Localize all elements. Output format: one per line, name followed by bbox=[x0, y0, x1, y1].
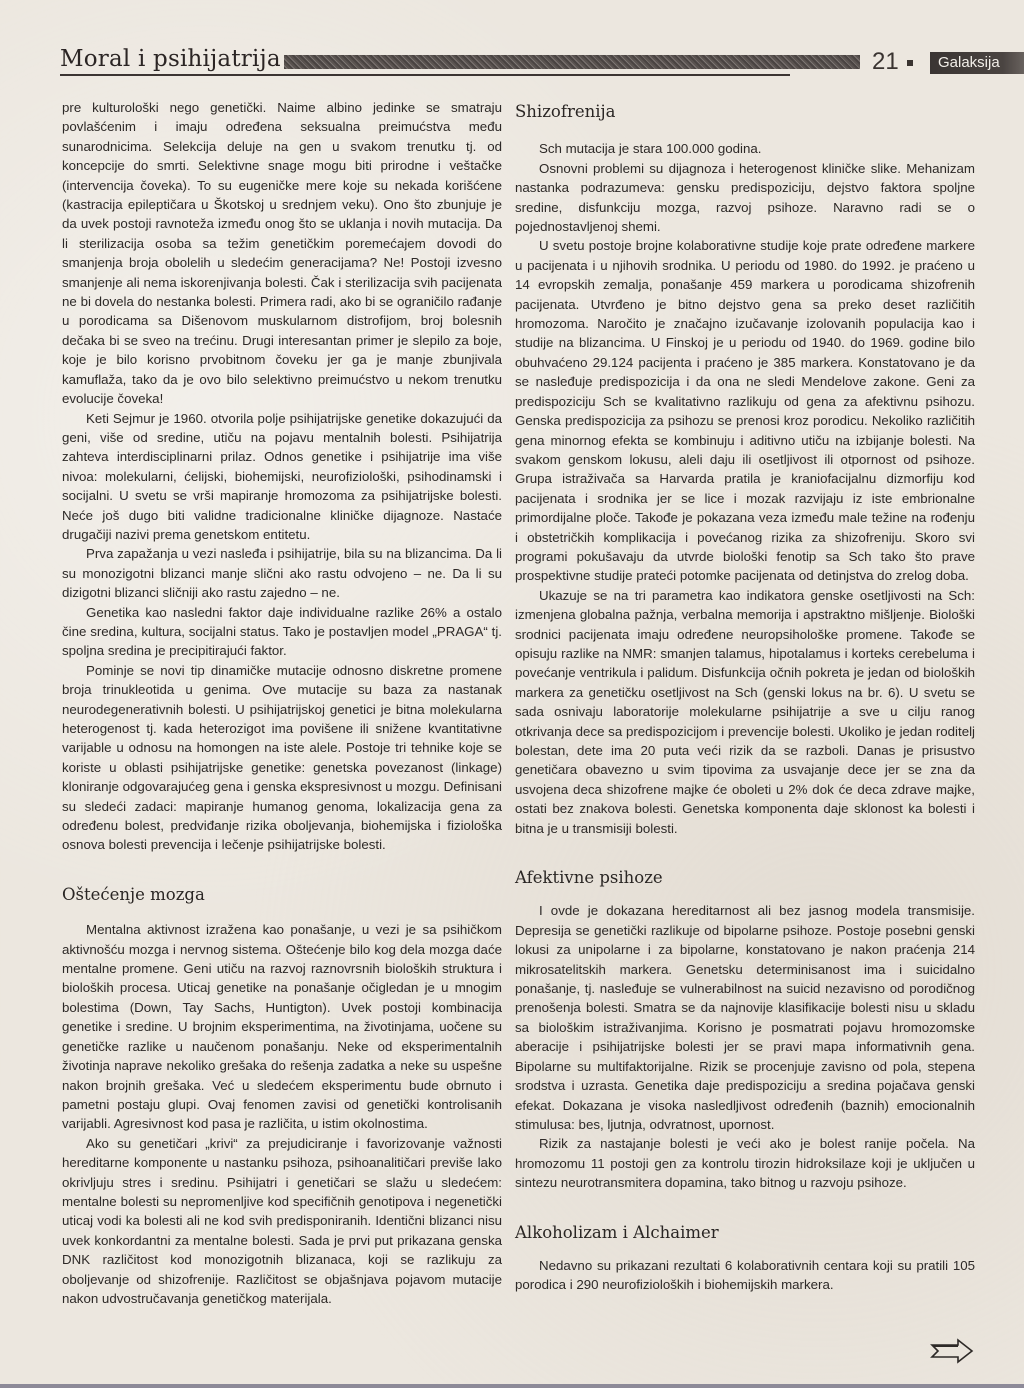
paragraph: Sch mutacija je stara 100.000 godina. bbox=[539, 141, 762, 157]
section-heading: Shizofrenija bbox=[515, 102, 616, 121]
page-title: Moral i psihijatrija bbox=[60, 46, 281, 72]
paragraph: Osnovni problemi su dijagnoza i heterogenost kliničke slike. Mehanizam nastanka podrazumeva: gensku predispoziciju, dejstvo faktora spoljne sredine, disfunkciju mozga, razvoj psihoze. Naravno radi se o pojednostavljenoj shemi. bbox=[515, 160, 975, 235]
paragraph: Rizik za nastajanje bolesti je veći ako je bolest ranije počela. Na hromozomu 11 postoji gen za kontrolu tirozin hidroksilaze koji je uključen u sintezu neurotransmitera dopamina, tako bitnog u razvoju psihoze. bbox=[515, 1136, 975, 1191]
section-heading: Afektivne psihoze bbox=[515, 868, 663, 888]
paragraph: Ukazuje se na tri parametra kao indikatora genske osetljivosti na Sch: izmenjena globalna pažnja, verbalna memorija i apstraktno mišljenje. Biološki srodnici pacijenata imaju određene neuropsihološke promene. Takođe se opisuju razlike na NMR: smanjen talamus, hipotalamus i korteks cerebeluma i povećanje ventrikula i palidum. Disfunkcija očnih pokreta je jedan od bioloških markera za genetičku osetljivost na Sch (genski lokus na br. 6). U svetu se sada osnivaju laboratorije molekularne psihijatrije a sve u cilju ranog otkrivanja dece sa predispozicijom i prevencije bolesti. Ukoliko je jedan roditelj bolestan, dete ima 20 puta veći rizik da se razboli. Danas je prisustvo genetičara obavezno u svim tipovima za usvajanje dece jer se zna da usvojena deca shizofrene majke će oboleti u 2% dok će deca zdrave majke, ostati bez znakova bolesti. Genetska komponenta daje sklonost ka bolesti i bitna je u transmisiji bolesti. bbox=[515, 587, 975, 836]
section-heading: Oštećenje mozga bbox=[62, 884, 205, 904]
magazine-name-badge: Galaksija bbox=[930, 52, 1024, 74]
paragraph: Ako su genetičari „krivi“ za prejudiciranje i favorizovanje važnosti hereditarne komponente u nastanku psihoza, psihoanalitičari previše lako okrivljuju stres i sredinu. Psihijatri i genetičari se slažu u sledećem: mentalne bolesti su nepromenljive kod specifičnih genotipova i negenetički uticaj vodi ka bolesti ali ne kod svih predisponiranih. Identični blizanci nisu uvek konkordantni za mentalne bolesti. Sada je prvi put prikazana genska DNK različitost kod monozigotnih blizanaca, koji se razlikuju za oboljevanje od shizofrenije. Različitost se objašnjava pojavom mutacije nakon udvostručavanja genetičkog materijala. bbox=[62, 1135, 502, 1306]
bullet-separator-icon bbox=[907, 60, 913, 66]
title-underline bbox=[60, 74, 790, 76]
paragraph: Nedavno su prikazani rezultati 6 kolaborativnih centara koji su pratili 105 porodica i 290 neurofizioloških i biohemijskih markera. bbox=[515, 1257, 975, 1293]
arrow-right-icon bbox=[930, 1338, 974, 1364]
paragraph: Mentalna aktivnost izražena kao ponašanje, u vezi je sa psihičkom aktivnošću mozga i nervnog sistema. Oštećenje bilo kog dela mozga daće mentalne promene. Geni utiču na razvoj raznovrsnih bioloških struktura i bioloških procesa. Uticaj genetike na ponašanje očigledan je u mnogim bolestima (Down, Tay Sachs, Huntigton). Uvek postoji kombinacija genetike i sredine. U brojnim eksperimentima, na životinjama, uočene su genetičke razlike u naučenom ponašanju. Neke od eksperimentalnih životinja naprave nekoliko grešaka do rešenja zadatka a neke su uspešne nakon brojnih grešaka. Već u sledećem eksperimentu bude obrnuto i pametni postaju glupi. Ovaj fenomen zavisi od genetički kontrolisanih varijabli. Agresivnost kod pasa je različita, u istim okolnostima. bbox=[62, 922, 502, 1132]
paragraph: I ovde je dokazana hereditarnost ali bez jasnog modela transmisije. Depresija se genetički razlikuje od bipolarne psihoze. Postoje posebni genski lokusi za unipolarne i za bipolarne, konstatovano je nakon praćenja 214 mikrosatelitskih markera. Genetsku determinisanost ima i suicidalno ponašanje, tj. nasleđuje se vulnerabilnost na suicid nezavisno od porodičnog prenošenja bolesti. Smatra se da najnovije klasifikacije bolesti nisu u skladu sa biološkim istraživanjima. Korisno je posmatrati pojavu hromozomske aberacije i psihijatrijske bolesti jer se pravi mapa informativnih gena. Bipolarne su multifaktorijalne. Rizik se procenjuje zavisno od pola, stepena srodstva i uzrasta. Genetika daje predispoziciju a sredina pojačava genski efekat. Dokazana je visoka nasledljivost određenih (baznih) emocionalnih stimulusa: bes, ljutnja, odvratnost, upornost. bbox=[515, 903, 975, 1132]
right-column bbox=[515, 100, 975, 1295]
paragraph: U svetu postoje brojne kolaborativne studije koje prate određene markere u pacijenata i u njihovih srodnika. U periodu od 1980. do 1992. je praćeno u 14 evropskih zemalja, ponašanje 459 markera u porodicama shizofrenih pacijenata. Utvrđeno je bitno dejstvo gena sa preko deset različitih hromozoma. Naročito je značajno izučavanje izolovanih populacija kao i studije na blizancima. U Finskoj je u periodu od 1940. do 1969. godine bilo obuhvaćeno 29.124 pacijenta i praćeno je 385 markera. Konstatovano je da se nasleđuje predispozicija i da ona ne sledi Mendelove zakone. Geni za predispoziciju Sch se kvalitativno razlikuju od gena za afektivnu psihozu. Genska predispozicija za psihozu se prenosi kroz porodicu. Nekoliko različitih gena minornog efekta se kombinuju i aditivno utiču na izbijanje bolesti. Na svakom genskom lokusu, aleli daju ili osetljivost ili otpornost od psihoze. Grupa istraživača sa Harvarda pratila je kraniofacijalnu dizmorfiju kod pacijenata i srodnika jer se lice i mozak razvijaju iz iste embrionalne primordijalne ploče. Takođe je pokazana veza između male težine na rođenju i obstetričkih komplikacija i povećanog rizika za shizofreniju. Skoro svi programi pokušavaju da utvrde biološki fenotip sa Sch tako što prave prospektivne studije prateći potomke pacijenata od detinjstva do zrelog doba. bbox=[515, 238, 975, 584]
page-bottom-edge bbox=[0, 1384, 1024, 1388]
left-column bbox=[62, 98, 502, 1308]
decorative-header-bar bbox=[284, 55, 860, 69]
page-header bbox=[60, 46, 1000, 82]
section-heading: Alkoholizam i Alchaimer bbox=[515, 1222, 719, 1242]
paragraph: Prva zapažanja u vezi nasleđa i psihijatrije, bila su na blizancima. Da li su monozigotni blizanci manje slični ako rastu odvojeno – ne. Da li su dizigotni blizanci sličniji ako rastu zajedno – ne. bbox=[62, 546, 502, 601]
paragraph: Pominje se novi tip dinamičke mutacije odnosno diskretne promene broja trinukleotida u genima. Ove mutacije su baza za nastanak neurodegenerativnih bolesti. U psihijatrijskoj genetici je bitna molekularna heterogenost tj. kada heterozigot ima povišene ili snižene kvantitativne varijable u odnosu na homongen na iste alele. Postoje tri tehnike koje se koriste u oblasti psihijatrijske genetike: genetska povezanost (linkage) kloniranje odgovarajućeg gena i genska ekspresivnost u mozgu. Definisani su sledeći zadaci: mapiranje humanog genoma, lokalizacija gena za određenu bolest, predviđanje rizika oboljevanja, biohemijska i fiziološka osnova bolesti prevencija i lečenje psihijatrijske bolesti. bbox=[62, 662, 502, 853]
paragraph: Keti Sejmur je 1960. otvorila polje psihijatrijske genetike dokazujući da geni, više od sredine, utiču na pojavu mentalnih bolesti. Psihijatrija zahteva interdisciplinarni prilaz. Odnos genetike i psihijatrije ima više nivoa: molekularni, ćelijski, biohemijski, neurofiziološki, psihodinamski i socijalni. U svetu se vrši mapiranje hromozoma za psihijatrijske bolesti. Neće još dugo biti validne tradicionalne kliničke dijagnoze. Nastaće drugačiji nazivi prema genetskom entitetu. bbox=[62, 410, 502, 542]
page-number: 21 bbox=[872, 48, 899, 75]
paragraph: pre kulturološki nego genetički. Naime albino jedinke se smatraju povlašćenim i imaju određena seksualna preimućstva među sunarodnicima. Selekcija deluje na gen u svakom trenutku tj. od koncepcije do smrti. Selektivne snage mogu biti prirodne i veštačke (intervencija čoveka). To su eugeničke mere koje su nekada korišćene (kastracija epileptičara u Škotskoj u srednjem veku). Ono što zbunjuje je da uvek postoji ravnoteža između onog što se uklanja i novih mutacija. Da li sterilizacija osoba sa težim genetičkim poremećajem dovodi do smanjenja broja obolelih u sledećim generacijama? Ne! Postoji izvesno smanjenje ali nema iskorenjivanja bolesti. Čak i sterilizacija svih pacijenata ne bi dovela do nestanka bolesti. Primera radi, ako bi se ograničilo rađanje u porodicama sa Dišenovom muskularnom distrofijom, broj bolesnih dečaka bi se sveo na trećinu. Drugi interesantan primer je slepilo za boje, koje je bilo korisno prvobitnom čoveku jer ga je manje zbunjivala kamuflaža, tako da je ovo bilo selektivno preimućstvo u nekom trenutku evolucije čoveka! bbox=[62, 100, 502, 407]
paragraph: Genetika kao nasledni faktor daje individualne razlike 26% a ostalo čine sredina, kultura, socijalni status. Tako je postavljen model „PRAGA“ tj. spoljna sredina je precipitirajući faktor. bbox=[62, 604, 502, 659]
